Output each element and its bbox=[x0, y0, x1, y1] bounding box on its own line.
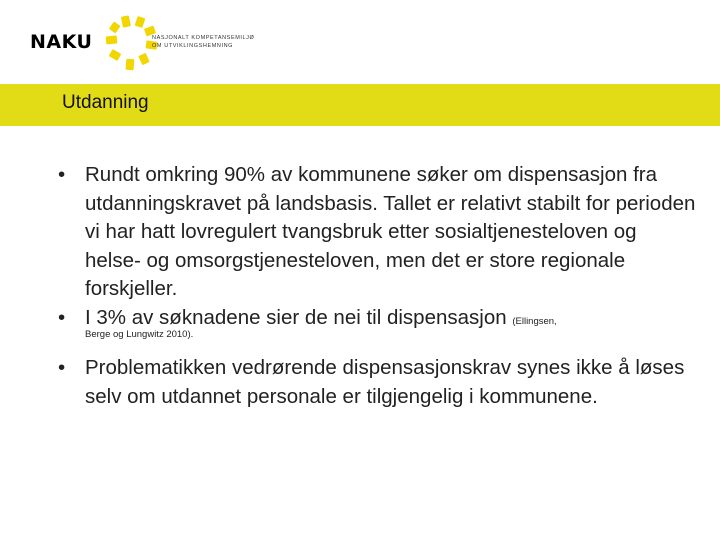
citation-end: Berge og Lungwitz 2010). bbox=[85, 329, 194, 340]
bullet-text: Rundt omkring 90% av kommunene søker om dispensasjon fra utdanningskravet på landsbasis. Tallet er relativt stabilt for perioden vi har hatt lovregulert tvangsbruk etter sosialtjenesteloven og helse- og omsorgstjenesteloven, men det er store regionale forskjeller. bbox=[85, 163, 696, 300]
bullet-marker: • bbox=[58, 163, 66, 186]
citation-start: (Ellingsen, bbox=[512, 315, 557, 327]
bullet-item-rejections bbox=[58, 304, 698, 333]
logo-tagline bbox=[152, 34, 254, 50]
bullet-item-dispensation-rate bbox=[58, 161, 698, 304]
bullet-list bbox=[58, 161, 698, 411]
naku-logo bbox=[30, 14, 260, 74]
logo-tagline-line2: OM UTVIKLINGSHEMNING bbox=[152, 43, 234, 49]
logo-tagline-line1: NASJONALT KOMPETANSEMILJØ bbox=[152, 35, 255, 41]
bullet-marker: • bbox=[58, 356, 66, 379]
bullet-item-problem bbox=[58, 354, 698, 411]
slide-title: Utdanning bbox=[62, 92, 149, 113]
title-band bbox=[0, 84, 720, 126]
logo-wordmark: NAKU bbox=[30, 31, 93, 53]
bullet-text: I 3% av søknadene sier de nei til dispensasjon bbox=[85, 305, 507, 329]
bullet-marker: • bbox=[58, 305, 66, 329]
bullet-text: Problematikken vedrørende dispensasjonskrav synes ikke å løses selv om utdannet personale er tilgjengelig i kommunene. bbox=[85, 356, 685, 408]
